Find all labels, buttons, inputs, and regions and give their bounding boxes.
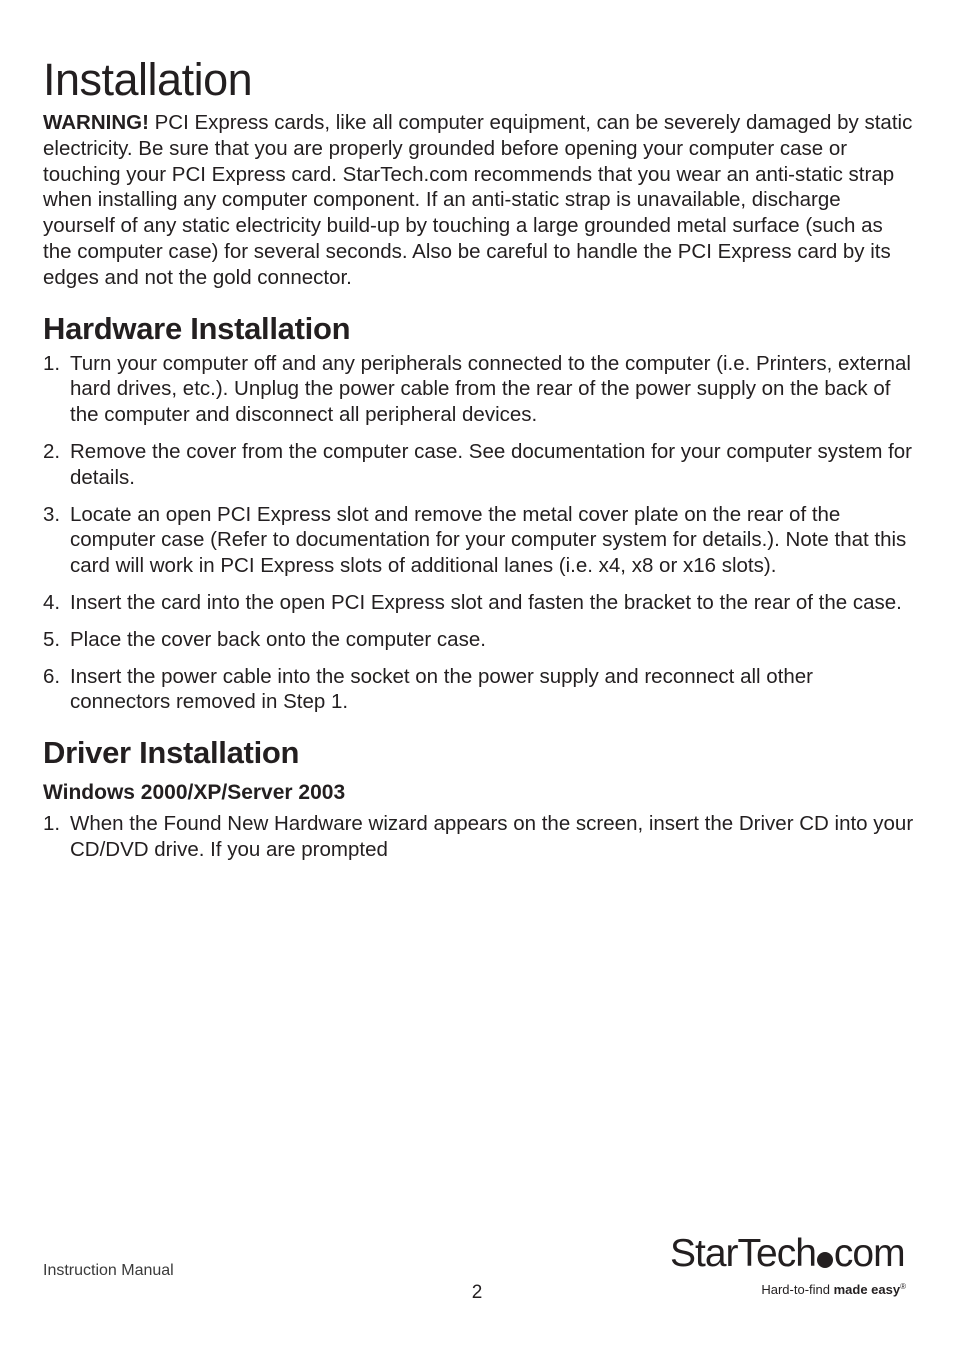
step-number: 2. [43,439,61,463]
logo-text-right: com [833,1232,905,1275]
step-number: 4. [43,590,61,614]
warning-text: PCI Express cards, like all computer equipment, can be severely damaged by static electricity. Be sure that you are properly grounded before opening your computer case or touching your PCI Express card. StarTech.com recommends that you wear an anti-static strap when installing any computer component. If an anti-static strap is unavailable, discharge yourself of any static electricity build-up by touching a large grounded metal surface (such as the computer case) for several seconds. Also be careful to handle the PCI Express card by its edges and not the gold connector. [43,111,913,289]
startech-logo [670,1232,910,1297]
list-item [43,627,915,653]
hardware-steps [43,351,915,716]
logo-text-left: StarTech [670,1232,816,1275]
step-text: Locate an open PCI Express slot and remove the metal cover plate on the rear of the computer case (Refer to documentation for your computer system for details.). Note that this card will work in PCI Express slots of additional lanes (i.e. x4, x8 or x16 slots). [70,502,907,578]
list-item [43,351,915,428]
step-number: 6. [43,664,61,688]
registered-mark: ® [900,1282,906,1291]
warning-label: WARNING! [43,111,149,134]
page-content [43,52,915,874]
step-text: Place the cover back onto the computer case. [70,627,486,651]
step-text: Remove the cover from the computer case. See documentation for your computer system for details. [70,439,913,489]
logo-dot-icon [817,1252,833,1268]
step-number: 1. [43,351,61,375]
list-item [43,811,915,863]
step-text: Insert the card into the open PCI Express slot and fasten the bracket to the rear of the case. [70,590,902,614]
driver-heading: Driver Installation [43,735,300,771]
step-text: Turn your computer off and any peripherals connected to the computer (i.e. Printers, external hard drives, etc.). Unplug the power cable from the rear of the power supply on the back of the computer and disconnect all peripheral devices. [70,351,911,427]
hardware-heading: Hardware Installation [43,310,351,346]
step-number: 1. [43,812,61,836]
logo-wordmark [670,1232,910,1276]
page-title: Installation [43,54,253,105]
step-text: Insert the power cable into the socket on the power supply and reconnect all other connectors removed in Step 1. [70,664,814,714]
list-item [43,664,915,716]
logo-tagline [670,1282,910,1297]
step-number: 3. [43,502,61,526]
list-item [43,590,915,616]
footer-manual-label: Instruction Manual [43,1262,174,1279]
driver-subheading: Windows 2000/XP/Server 2003 [43,781,346,805]
driver-steps [43,811,915,863]
tagline-plain: Hard-to-find [761,1282,834,1297]
page-number: 2 [471,1282,483,1303]
warning-paragraph [43,110,915,291]
tagline-bold: made easy [833,1282,901,1297]
list-item [43,502,915,579]
list-item [43,439,915,491]
step-text: When the Found New Hardware wizard appears on the screen, insert the Driver CD into your CD/DVD drive. If you are prompted [70,812,914,861]
step-number: 5. [43,627,61,651]
